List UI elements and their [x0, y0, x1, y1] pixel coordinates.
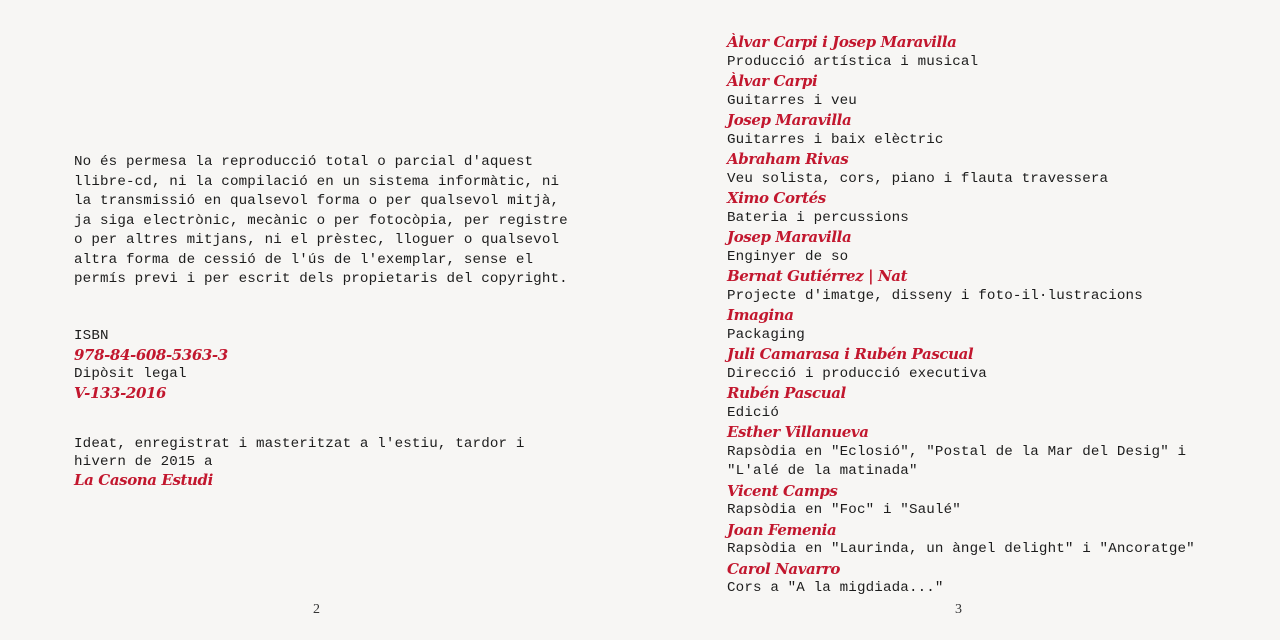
- credit-role: Enginyer de so: [727, 248, 849, 265]
- credit-item: [727, 72, 1267, 111]
- legal-deposit-label: Dipòsit legal: [74, 366, 187, 382]
- credit-name: Esther Villanueva: [727, 423, 869, 441]
- isbn-label: ISBN: [74, 328, 109, 344]
- credit-role: Rapsòdia en "Foc" i "Saulé": [727, 502, 961, 518]
- credit-item: [727, 111, 1267, 150]
- credit-name: Rubén Pascual: [727, 384, 846, 402]
- credit-role: "L'alé de la matinada": [727, 463, 918, 479]
- credit-item: [727, 423, 1267, 482]
- credit-item: [727, 228, 1267, 267]
- credit-name: Ximo Cortés: [727, 189, 826, 207]
- legal-deposit-value: V-133-2016: [74, 384, 167, 402]
- credit-name: Carol Navarro: [727, 559, 840, 578]
- recording-line: Ideat, enregistrat i masteritzat a l'estiu, tardor i: [74, 436, 525, 452]
- credit-role: Cors a "A la migdiada...": [727, 580, 944, 596]
- page-number-left: 2: [313, 602, 320, 617]
- credit-name: Abraham Rivas: [727, 150, 849, 168]
- recording-note: [74, 436, 594, 490]
- copyright-line: permís previ i per escrit dels propietaris del copyright.: [74, 271, 568, 287]
- credit-name: Juli Camarasa i Rubén Pascual: [727, 345, 974, 363]
- page-number-right: 3: [955, 602, 962, 617]
- credit-name: Àlvar Carpi: [727, 72, 818, 90]
- copyright-line: altra forma de cessió de l'ús de l'exemplar, sense el: [74, 251, 534, 268]
- copyright-line: la transmissió en qualsevol forma o per qualsevol mitjà,: [74, 193, 560, 209]
- credit-role: Rapsòdia en "Laurinda, un àngel delight" i "Ancoratge": [727, 541, 1195, 557]
- credit-name: Imagina: [727, 306, 794, 324]
- credit-role: Projecte d'imatge, disseny i foto-il·lustracions: [727, 287, 1143, 304]
- credit-role: Edició: [727, 404, 779, 421]
- credit-item: [727, 482, 1267, 521]
- credit-role: Direcció i producció executiva: [727, 365, 987, 382]
- credit-name: Josep Maravilla: [727, 111, 852, 129]
- credit-item: [727, 189, 1267, 228]
- credit-role: Packaging: [727, 326, 805, 343]
- credit-item: [727, 33, 1267, 72]
- credit-role: Producció artística i musical: [727, 53, 979, 70]
- credit-role: Rapsòdia en "Eclosió", "Postal de la Mar del Desig" i: [727, 443, 1187, 460]
- credit-item: [727, 345, 1267, 384]
- credit-role: Guitarres i veu: [727, 92, 857, 109]
- credit-item: [727, 267, 1267, 306]
- credit-role: Veu solista, cors, piano i flauta travessera: [727, 170, 1109, 187]
- credit-name: Joan Femenia: [727, 520, 837, 539]
- studio-name: La Casona Estudi: [74, 471, 213, 489]
- credit-name: Josep Maravilla: [727, 228, 852, 246]
- credit-name: Àlvar Carpi i Josep Maravilla: [727, 33, 957, 51]
- credits-list: [727, 33, 1267, 599]
- credit-item: [727, 384, 1267, 423]
- isbn-value: 978-84-608-5363-3: [74, 346, 228, 364]
- credit-item: [727, 521, 1267, 560]
- credit-name: Bernat Gutiérrez | Nat: [727, 267, 908, 285]
- credit-item: [727, 306, 1267, 345]
- copyright-line: No és permesa la reproducció total o parcial d'aquest: [74, 154, 534, 170]
- credit-item: [727, 560, 1267, 599]
- copyright-line: ja siga electrònic, mecànic o per fotocòpia, per registre: [74, 212, 568, 229]
- copyright-line: o per altres mitjans, ni el prèstec, lloguer o qualsevol: [74, 232, 560, 248]
- credit-role: Guitarres i baix elèctric: [727, 131, 944, 148]
- isbn-block: [74, 327, 228, 403]
- copyright-line: llibre-cd, ni la compilació en un sistema informàtic, ni: [74, 173, 560, 190]
- credit-item: [727, 150, 1267, 189]
- copyright-notice: [74, 153, 594, 290]
- credit-role: Bateria i percussions: [727, 209, 909, 226]
- recording-line: hivern de 2015 a: [74, 453, 213, 470]
- credit-name: Vicent Camps: [727, 481, 838, 500]
